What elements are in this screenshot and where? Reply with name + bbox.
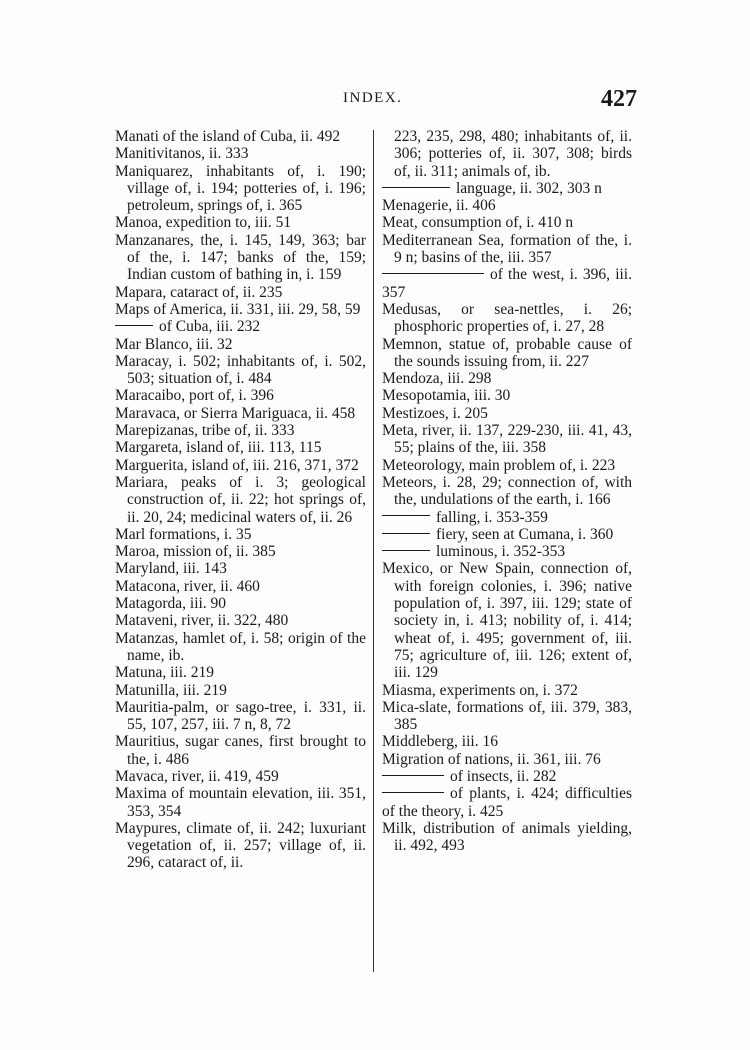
- entry-text: Mendoza, iii. 298: [382, 370, 492, 388]
- index-entry: [115, 163, 366, 215]
- index-entry: [115, 128, 366, 145]
- index-entry: [115, 526, 366, 543]
- index-entry: [115, 733, 366, 768]
- index-entry: [115, 820, 366, 872]
- index-entry: [115, 457, 366, 474]
- entry-text: Margareta, island of, iii. 113, 115: [115, 439, 322, 457]
- index-entry: [115, 630, 366, 665]
- entry-text: Maracay, i. 502; inhabitants of, i. 502, 503; situation of, i. 484: [115, 352, 366, 388]
- entry-text: Mauritius, sugar canes, first brought to the, i. 486: [115, 733, 366, 768]
- index-entry: [382, 370, 632, 387]
- entry-text: Matuna, iii. 219: [115, 664, 215, 682]
- index-entry: [382, 197, 632, 214]
- index-entry: [382, 336, 632, 371]
- index-entry: [115, 284, 366, 301]
- index-entry: [382, 457, 632, 474]
- entry-text: Meta, river, ii. 137, 229-230, iii. 41, 43, 55; plains of the, iii. 358: [382, 422, 632, 457]
- entry-text: Meteors, i. 28, 29; connection of, with the, undulations of the earth, i. 166: [382, 473, 632, 509]
- page-number: 427: [601, 86, 637, 112]
- running-head: [0, 86, 750, 116]
- index-entry: [115, 232, 366, 284]
- ditto-dash: [382, 187, 450, 188]
- entry-text: Marepizanas, tribe of, ii. 333: [115, 422, 295, 440]
- entry-text: Maryland, iii. 143: [115, 560, 227, 578]
- index-entry: [382, 232, 632, 267]
- index-subentry: [115, 318, 366, 335]
- entry-text: Matagorda, iii. 90: [115, 595, 227, 613]
- page-header-title: INDEX.: [343, 90, 403, 106]
- entry-text: of plants, i. 424; difficulties of the theory, i. 425: [382, 785, 632, 820]
- index-subentry: [382, 543, 632, 560]
- index-entry: [382, 422, 632, 457]
- ditto-dash: [382, 792, 444, 793]
- ditto-dash: [382, 515, 430, 516]
- entry-text: Mediterranean Sea, formation of the, i. 9 n; basins of the, iii. 357: [382, 231, 632, 267]
- index-entry: [382, 214, 632, 231]
- entry-text: Matacona, river, ii. 460: [115, 577, 260, 595]
- entry-text: of the west, i. 396, iii. 357: [382, 266, 632, 301]
- index-entry: [382, 751, 632, 768]
- index-entry: [115, 595, 366, 612]
- index-entry: [115, 578, 366, 595]
- index-entry: [382, 301, 632, 336]
- entry-text: Maxima of mountain elevation, iii. 351, 353, 354: [115, 785, 366, 820]
- entry-text: Manoa, expedition to, iii. 51: [115, 214, 292, 232]
- index-entry: [115, 439, 366, 456]
- entry-text: luminous, i. 352-353: [436, 543, 566, 561]
- entry-text: Maps of America, ii. 331, iii. 29, 58, 59: [115, 300, 361, 318]
- ditto-dash: [115, 325, 153, 326]
- index-entry: [115, 768, 366, 785]
- index-entry: [115, 612, 366, 629]
- index-entry: [115, 214, 366, 231]
- index-entry: [115, 560, 366, 577]
- index-subentry: [382, 768, 632, 785]
- index-entry: [115, 664, 366, 681]
- entry-text: Menagerie, ii. 406: [382, 197, 496, 215]
- entry-text: Marguerita, island of, iii. 216, 371, 372: [115, 456, 359, 474]
- index-entry: [382, 820, 632, 855]
- index-subentry: [382, 785, 632, 820]
- entry-text: Mar Blanco, iii. 32: [115, 335, 233, 353]
- ditto-dash: [382, 533, 430, 534]
- entry-text: Manati of the island of Cuba, ii. 492: [115, 128, 341, 145]
- index-entry: [115, 422, 366, 439]
- entry-text: language, ii. 302, 303 n: [456, 179, 602, 197]
- index-column-left: [115, 128, 366, 872]
- entry-text: Miasma, experiments on, i. 372: [382, 681, 578, 699]
- entry-text: of Cuba, iii. 232: [159, 318, 261, 336]
- entry-text: Mataveni, river, ii. 322, 480: [115, 612, 289, 630]
- index-entry: [115, 699, 366, 734]
- entry-text: Mauritia-palm, or sago-tree, i. 331, ii. 55, 107, 257, iii. 7 n, 8, 72: [115, 698, 366, 734]
- index-subentry: [382, 509, 632, 526]
- entry-text: Maniquarez, inhabitants of, i. 190; village of, i. 194; potteries of, i. 196; petroleum, springs of, i. 365: [115, 162, 366, 215]
- entry-text: Mapara, cataract of, ii. 235: [115, 283, 283, 301]
- index-entry: [115, 543, 366, 560]
- entry-text: 223, 235, 298, 480; inhabitants of, ii. 306; potteries of, ii. 307, 308; birds of, ii. 311; animals of, ib.: [394, 128, 632, 180]
- index-column-right: [382, 128, 632, 854]
- entry-text: Maravaca, or Sierra Mariguaca, ii. 458: [115, 404, 356, 422]
- index-entry: [115, 145, 366, 162]
- index-entry: [382, 733, 632, 750]
- entry-text: Mariara, peaks of i. 3; geological construction of, ii. 22; hot springs of, ii. 20, 24; medicinal waters of, ii. 26: [115, 473, 366, 526]
- entry-text: Maypures, climate of, ii. 242; luxuriant vegetation of, ii. 257; village of, ii. 296, cataract of, ii.: [115, 819, 366, 872]
- index-subentry: [382, 266, 632, 301]
- entry-text: Meteorology, main problem of, i. 223: [382, 456, 616, 474]
- index-entry: [115, 405, 366, 422]
- entry-text: Manzanares, the, i. 145, 149, 363; bar of the, i. 147; banks of the, 159; Indian custom of bathing in, i. 159: [115, 231, 366, 284]
- entry-text: Manitivitanos, ii. 333: [115, 145, 249, 163]
- index-entry: [382, 387, 632, 404]
- entry-text: Middleberg, iii. 16: [382, 733, 498, 751]
- ditto-dash: [382, 775, 444, 776]
- index-entry: [115, 387, 366, 404]
- entry-text: Mexico, or New Spain, connection of, with foreign colonies, i. 396; native population of, i. 397, iii. 129; state of society in, i. 413; nobility of, i. 414; wheat of, i. 495; government of, iii. 75; agriculture of, iii. 126; extent of, iii. 129: [382, 560, 632, 682]
- entry-text: Medusas, or sea-nettles, i. 26; phosphoric properties of, i. 27, 28: [382, 300, 632, 336]
- index-entry: [382, 405, 632, 422]
- index-entry: [115, 353, 366, 388]
- entry-text: falling, i. 353-359: [436, 508, 548, 526]
- entry-text: fiery, seen at Cumana, i. 360: [436, 525, 614, 543]
- entry-text: Mestizoes, i. 205: [382, 404, 488, 422]
- index-entry: [382, 128, 632, 180]
- entry-text: Matanzas, hamlet of, i. 58; origin of the name, ib.: [115, 629, 366, 664]
- index-entry: [382, 474, 632, 509]
- entry-text: Maracaibo, port of, i. 396: [115, 387, 274, 405]
- ditto-dash: [382, 550, 430, 551]
- index-entry: [115, 785, 366, 820]
- entry-text: Migration of nations, ii. 361, iii. 76: [382, 750, 601, 768]
- entry-text: Maroa, mission of, ii. 385: [115, 543, 276, 561]
- index-entry: [115, 336, 366, 353]
- index-entry: [382, 699, 632, 734]
- index-subentry: [382, 526, 632, 543]
- entry-text: Mica-slate, formations of, iii. 379, 383, 385: [382, 698, 632, 734]
- entry-text: Matunilla, iii. 219: [115, 681, 227, 699]
- index-entry: [382, 560, 632, 681]
- index-subentry: [382, 180, 632, 197]
- index-entry: [115, 474, 366, 526]
- index-entry: [382, 682, 632, 699]
- entry-text: Meat, consumption of, i. 410 n: [382, 214, 574, 232]
- entry-text: Mavaca, river, ii. 419, 459: [115, 767, 279, 785]
- index-entry: [115, 301, 366, 318]
- column-divider: [373, 130, 374, 972]
- ditto-dash: [382, 273, 484, 274]
- entry-text: Milk, distribution of animals yielding, ii. 492, 493: [382, 819, 632, 855]
- entry-text: Mesopotamia, iii. 30: [382, 387, 511, 405]
- entry-text: of insects, ii. 282: [450, 767, 557, 785]
- entry-text: Marl formations, i. 35: [115, 525, 252, 543]
- entry-text: Memnon, statue of, probable cause of the sounds issuing from, ii. 227: [382, 335, 632, 370]
- index-entry: [115, 682, 366, 699]
